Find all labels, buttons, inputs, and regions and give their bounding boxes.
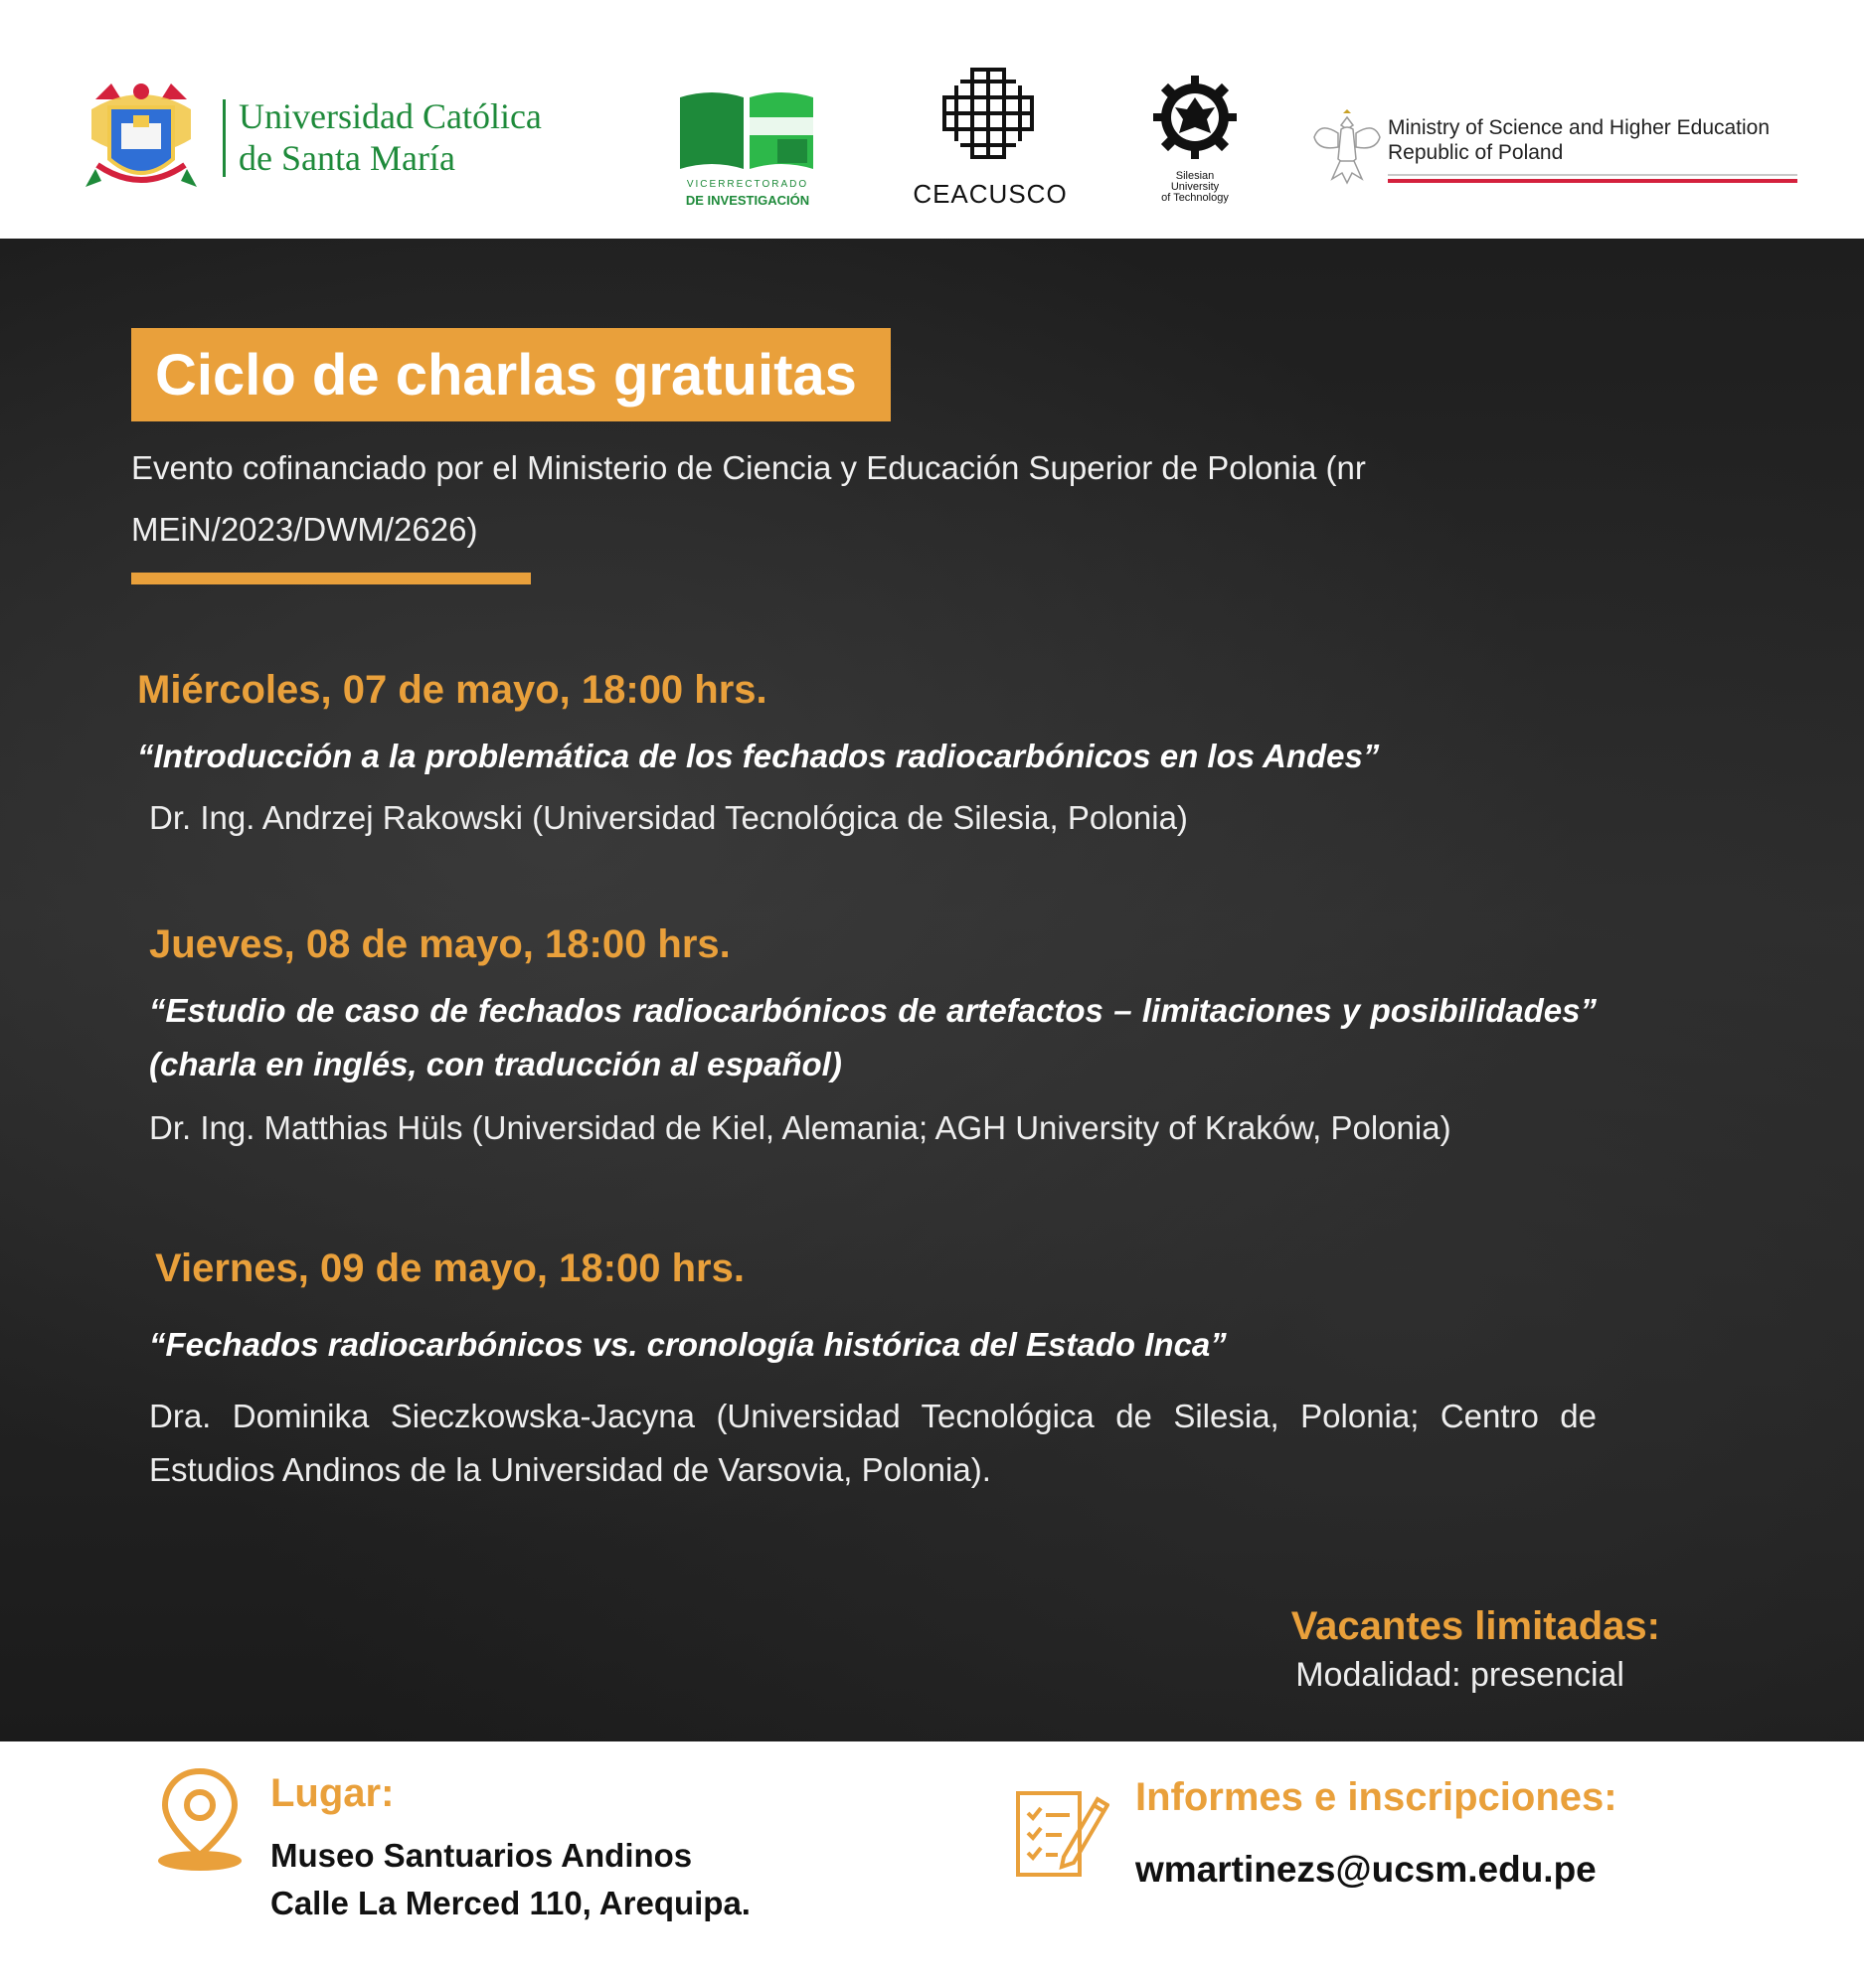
- ministry-line1: Ministry of Science and Higher Education: [1388, 116, 1771, 139]
- silesian-line1: Silesian: [1175, 170, 1215, 182]
- info-label: Informes e inscripciones:: [1135, 1775, 1617, 1819]
- university-crest-icon: [82, 70, 201, 209]
- ucsm-name-line2: de Santa María: [239, 138, 455, 178]
- ministry-stripe-grey: [1388, 174, 1797, 176]
- silesian-line3: of Technology: [1161, 192, 1229, 204]
- talk-1-date: Miércoles, 07 de mayo, 18:00 hrs.: [137, 668, 767, 712]
- ministry-line2: Republic of Poland: [1388, 141, 1564, 164]
- venue-label: Lugar:: [270, 1771, 395, 1815]
- venue-name: Museo Santuarios Andinos: [270, 1837, 693, 1874]
- talk-1-title: “Introducción a la problemática de los fechados radiocarbónicos en los Andes”: [137, 738, 1380, 774]
- talk-2-title: “Estudio de caso de fechados radiocarbónicos de artefactos – limitaciones y posibilidades” (charla en inglés, con traducción al español): [149, 992, 1597, 1082]
- event-content: [0, 239, 1864, 1741]
- vri-caption-line2: DE INVESTIGACIÓN: [685, 193, 810, 208]
- cross-grid-logo-icon: [940, 66, 1036, 161]
- talk-3-date: Viernes, 09 de mayo, 18:00 hrs.: [155, 1246, 745, 1290]
- event-title: Ciclo de charlas gratuitas: [155, 343, 857, 408]
- footer: [0, 1741, 1864, 1988]
- silesian-name: [1139, 171, 1251, 204]
- talk-2-date: Jueves, 08 de mayo, 18:00 hrs.: [149, 922, 731, 966]
- silesian-line2: University: [1170, 181, 1220, 193]
- white-eagle-icon: [1310, 107, 1384, 187]
- orange-divider: [131, 573, 531, 584]
- modality-label: Modalidad: presencial: [1295, 1656, 1624, 1694]
- ucsm-name-line1: Universidad Católica: [239, 96, 542, 136]
- event-subtitle: Evento cofinanciado por el Ministerio de Ciencia y Educación Superior de Polonia (nr MEiN/2023/DWM/2626): [131, 449, 1366, 548]
- talk-1-speaker: Dr. Ing. Andrzej Rakowski (Universidad Tecnológica de Silesia, Polonia): [149, 799, 1188, 836]
- title-banner: [131, 328, 891, 421]
- talk-2-speaker: Dr. Ing. Matthias Hüls (Universidad de Kiel, Alemania; AGH University of Kraków, Polonia): [149, 1109, 1451, 1146]
- ucsm-name: [239, 95, 542, 179]
- talk-3-speaker: Dra. Dominika Sieczkowska-Jacyna (Universidad Tecnológica de Silesia, Polonia; Centro de Estudios Andinos de la Universidad de Varsovia, Polonia).: [149, 1398, 1597, 1488]
- ministry-stripe-red: [1388, 179, 1797, 183]
- location-pin-icon: [155, 1765, 245, 1875]
- ceacusco-name: CEACUSCO: [913, 179, 1068, 209]
- vri-caption-line1: VICERRECTORADO: [686, 179, 809, 190]
- limited-places-label: Vacantes limitadas:: [1290, 1604, 1660, 1648]
- contact-email[interactable]: wmartinezs@ucsm.edu.pe: [1135, 1849, 1597, 1890]
- talk-3-title: “Fechados radiocarbónicos vs. cronología histórica del Estado Inca”: [149, 1326, 1227, 1363]
- ministry-name: [1388, 115, 1770, 165]
- form-pencil-icon: [1014, 1783, 1109, 1879]
- venue-address: Calle La Merced 110, Arequipa.: [270, 1885, 751, 1921]
- gear-eagle-logo-icon: [1151, 74, 1239, 161]
- logo-header: [0, 0, 1864, 239]
- ucsm-divider: [223, 99, 226, 177]
